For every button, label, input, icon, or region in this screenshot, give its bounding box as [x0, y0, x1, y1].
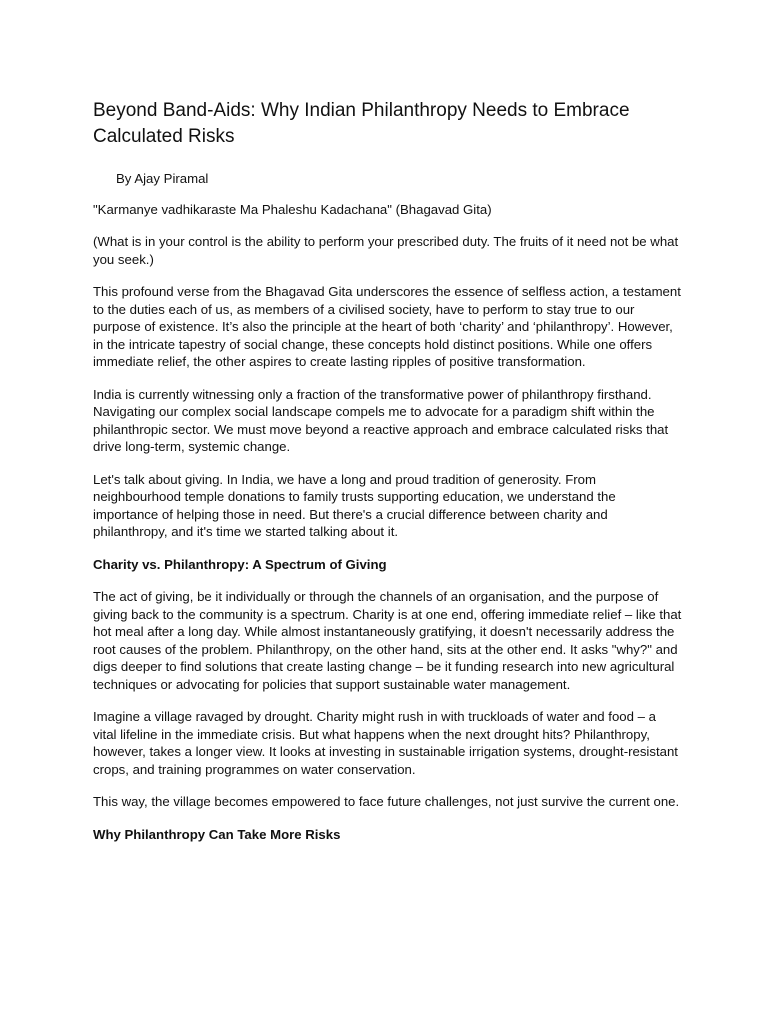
- paragraph-drought: Imagine a village ravaged by drought. Charity might rush in with truckloads of water and food – a vital lifeline in the immediate crisis. But what happens when the next drought hits? Philanthropy, however, takes a longer view. It looks at investing in sustainable irrigation systems, drought-resistant crops, and training programmes on water conservation.: [93, 709, 678, 777]
- quote-translation: (What is in your control is the ability to perform your prescribed duty. The fruits of it need not be what you seek.): [93, 234, 679, 267]
- paragraph-empowered: This way, the village becomes empowered to face future challenges, not just survive the current one.: [93, 794, 680, 809]
- section-heading-risks: Why Philanthropy Can Take More Risks: [93, 826, 341, 842]
- paragraph-giving: Let's talk about giving. In India, we have a long and proud tradition of generosity. From neighbourhood temple donations to family trusts supporting education, we understand the importance of helping those in need. But there's a crucial difference between charity and philanthropy, and it's time we started talking about it.: [93, 471, 616, 539]
- article-byline: By Ajay Piramal: [116, 171, 209, 186]
- article-title: Beyond Band-Aids: Why Indian Philanthropy Needs to Embrace Calculated Risks: [93, 100, 630, 147]
- document-page: [93, 98, 683, 858]
- section-heading-spectrum: Charity vs. Philanthropy: A Spectrum of Giving: [93, 556, 387, 572]
- paragraph-spectrum: The act of giving, be it individually or through the channels of an organisation, and the purpose of giving back to the community is a spectrum. Charity is at one end, offering immediate relief – like that hot meal after a long day. While almost instantaneously gratifying, it doesn't necessarily address the root causes of the problem. Philanthropy, on the other hand, sits at the other end. It asks "why?" and digs deeper to find solutions that create lasting change – be it funding research into new agricultural techniques or advocating for policies that support sustainable water management.: [93, 589, 682, 692]
- paragraph-india-witness: India is currently witnessing only a fraction of the transformative power of philanthropy firsthand. Navigating our complex social landscape compels me to advocate for a paradigm shift within the philanthropic sector. We must move beyond a reactive approach and embrace calculated risks that drive long-term, systemic change.: [93, 386, 669, 454]
- paragraph-intro: This profound verse from the Bhagavad Gita underscores the essence of selfless action, a testament to the duties each of us, as members of a civilised society, have to perform to stay true to our purpose of existence. It’s also the principle at the heart of both ‘charity’ and ‘philanthropy’. However, in the intricate tapestry of social change, these concepts hold distinct positions. While one offers immediate relief, the other aspires to create lasting ripples of positive transformation.: [93, 284, 681, 369]
- gita-quote: "Karmanye vadhikaraste Ma Phaleshu Kadachana" (Bhagavad Gita): [93, 201, 492, 217]
